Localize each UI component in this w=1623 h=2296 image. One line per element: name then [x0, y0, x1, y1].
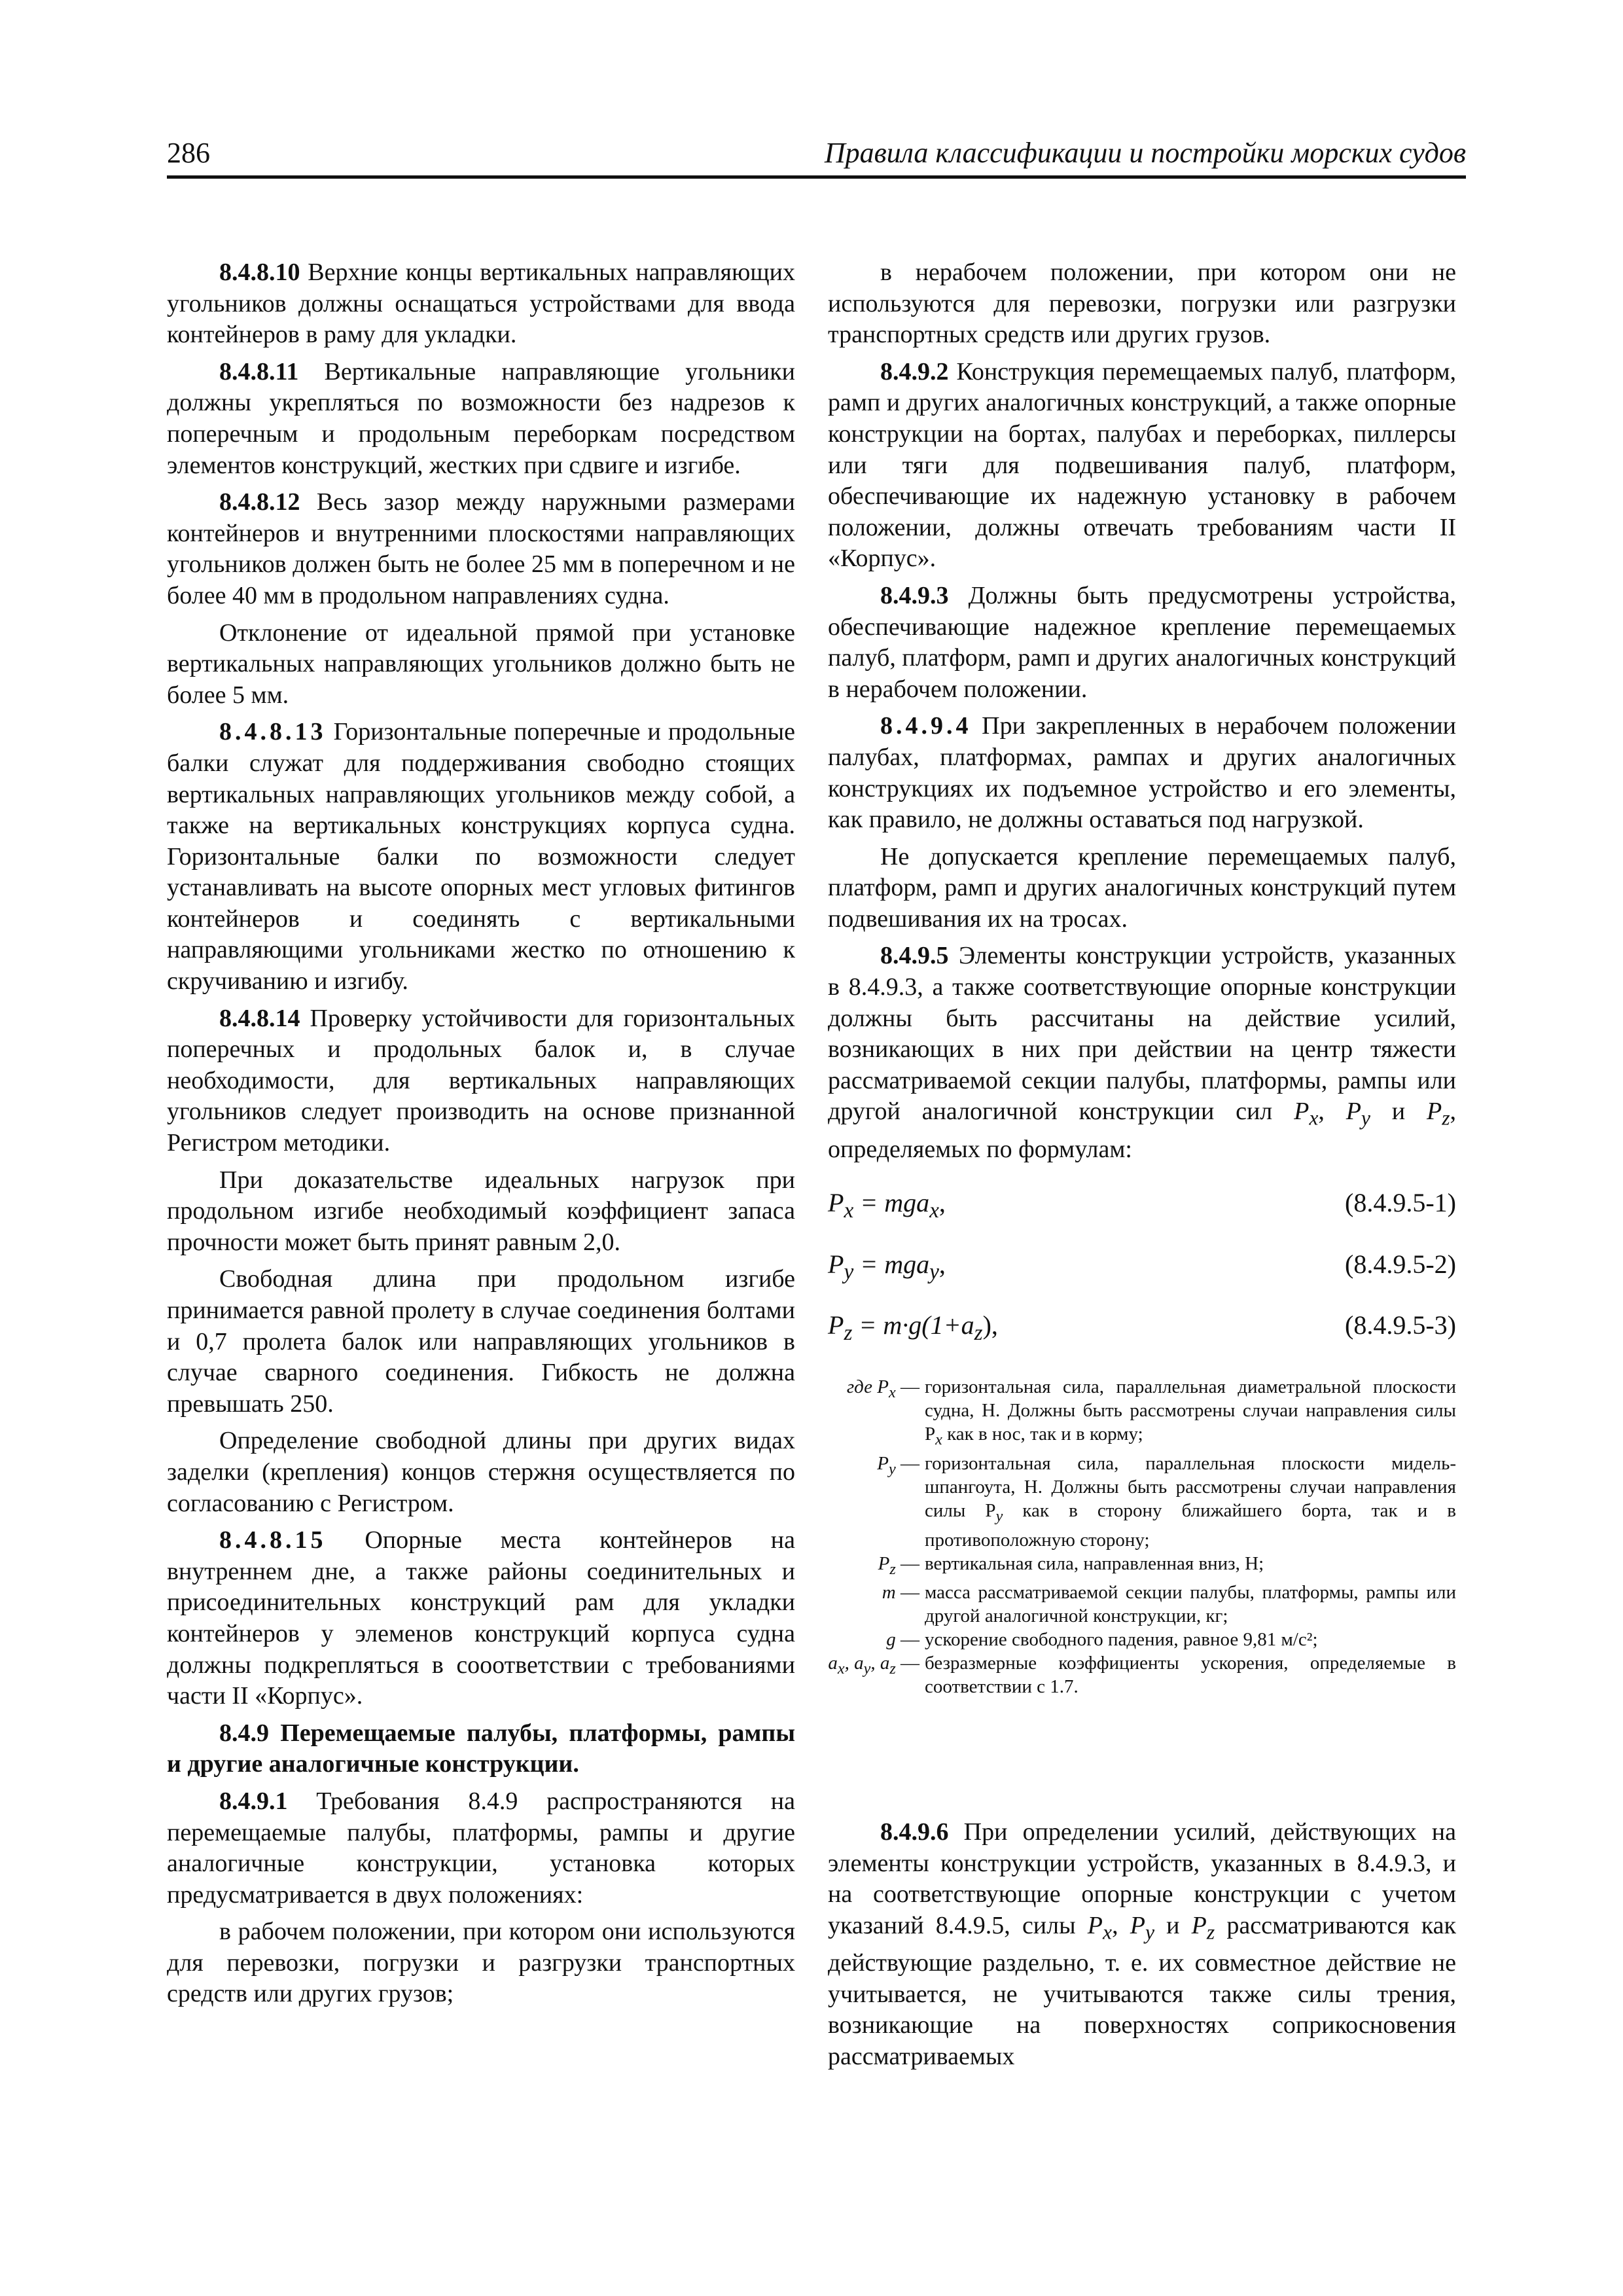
clause-number: 8.4.9.6	[880, 1818, 949, 1846]
clause-number: 8.4.8.12	[219, 488, 300, 516]
paragraph-text: Проверку устойчивости для горизонтальных поперечных и продольных балок и, в случае необходимости, для вертикальных направляющих угольников следует производить на основе признанной Регистром методики.	[167, 1004, 795, 1157]
paragraph-safety-factor: При доказательстве идеальных нагрузок при продольном изгибе необходимый коэффициент запаса прочности может быть принят равным 2,0.	[167, 1166, 795, 1256]
subscript-y: y	[1361, 1107, 1370, 1130]
paragraph-free-length-other: Определение свободной длины при других видах заделки (крепления) концов стержня осуществляется по согласованию с Регистром.	[167, 1427, 795, 1517]
definition-text: горизонтальная сила, параллельная плоскости мидель-шпангоута, Н. Должны быть рассмотрены случаи направления силы P	[925, 1452, 1456, 1521]
formula-8-4-9-5-1	[828, 1187, 1456, 1227]
formula-end: ,	[938, 1188, 946, 1218]
symbol-definitions	[828, 1375, 1456, 1698]
formula-end: ),	[982, 1310, 998, 1340]
paragraph-deviation: Отклонение от идеальной прямой при установке вертикальных направляющих угольников должно быть не более 5 мм.	[167, 619, 795, 709]
right-column	[828, 257, 1456, 1698]
definition-dash: —	[895, 1376, 919, 1397]
formula-lhs: P	[828, 1188, 844, 1218]
paragraph-8-4-8-11	[167, 357, 795, 481]
definition-symbol: где P	[846, 1376, 889, 1397]
subscript-x: x	[1103, 1920, 1113, 1944]
definition-symbol-sub: y	[889, 1460, 896, 1478]
section-heading-8-4-9: 8.4.9 Перемещаемые палубы, платформы, рампы и другие аналогичные конструкции.	[167, 1719, 795, 1778]
definition-dash: —	[895, 1552, 919, 1574]
clause-number: 8.4.9.3	[880, 581, 949, 609]
clause-number: 8.4.8.13	[219, 718, 327, 746]
clause-number: 8.4.9.2	[880, 357, 949, 386]
right-column-bottom	[828, 1817, 1456, 2072]
definition-m	[828, 1581, 1456, 1628]
page-number: 286	[167, 137, 210, 169]
definition-text-end: ²;	[1306, 1629, 1318, 1651]
definition-symbol-mid: , a	[844, 1653, 864, 1674]
definition-symbol: a	[828, 1653, 838, 1674]
clause-number: 8.4.9.4	[880, 712, 972, 740]
paragraph-8-4-8-10	[167, 257, 795, 351]
definition-pz	[828, 1552, 1456, 1581]
symbol-py: P	[1346, 1098, 1361, 1126]
paragraph-8-4-8-15	[167, 1525, 795, 1712]
definition-dash: —	[895, 1653, 919, 1674]
definition-symbol: g	[886, 1629, 896, 1651]
symbol-py: P	[1130, 1911, 1145, 1939]
formula-lhs-sub: y	[844, 1259, 854, 1284]
paragraph-working-position: в рабочем положении, при котором они используются для перевозки, погрузки и разгрузки транспортных средств или других грузов;	[167, 1918, 795, 2008]
clause-number: 8.4.9.5	[880, 942, 949, 970]
formula-lhs-sub: z	[844, 1321, 853, 1346]
conjunction: и	[1370, 1098, 1427, 1126]
formula-8-4-9-5-3	[828, 1310, 1456, 1349]
definition-symbol: P	[877, 1452, 889, 1474]
definition-text: ускорение свободного падения, равное 9,81 м/с	[925, 1629, 1307, 1651]
clause-number: 8.4.8.10	[219, 259, 300, 286]
paragraph-text: Вертикальные направляющие угольники должны укрепляться по возможности без надрезов к поперечным и продольным переборкам посредством элементов конструкций, жестких при сдвиге и изгибе.	[167, 357, 795, 479]
paragraph-text: Горизонтальные поперечные и продольные балки служат для поддерживания свободно стоящих вертикальных направляющих угольников между собой, а также на вертикальных конструкциях корпуса судна. Горизонтальные балки по возможности следует устанавливать на высоте опорных мест угловых фитингов контейнеров и соединять с вертикальными направляющими угольниками жестко по отношению к скручиванию и изгибу.	[167, 718, 795, 996]
symbol-pz: P	[1191, 1911, 1207, 1939]
paragraph-8-4-9-2	[828, 357, 1456, 575]
definition-dash: —	[895, 1582, 919, 1604]
paragraph-text: Опорные места контейнеров на внутреннем дне, а также районы соединительных и присоединительных конструкций рам для укладки контейнеров у элеменов конструкций корпуса судна должны подкрепляться в сооответствии с требованиями части II «Корпус».	[167, 1526, 795, 1710]
paragraph-8-4-9-1	[167, 1786, 795, 1910]
definition-g	[828, 1628, 1456, 1651]
paragraph-text: Требования 8.4.9 распространяются на перемещаемые палубы, платформы, рампы и другие аналогичные конструкции, установка которых предусматривается в двух положениях:	[167, 1787, 795, 1909]
definition-symbol-sub: x	[889, 1383, 896, 1401]
subscript-z: z	[1206, 1920, 1215, 1944]
definition-symbol-sub: y	[863, 1660, 871, 1678]
definition-text: вертикальная сила, направленная вниз, Н;	[925, 1552, 1264, 1574]
definition-text-end: как в нос, так и в корму;	[942, 1424, 1143, 1444]
clause-number: 8.4.9.1	[219, 1787, 288, 1815]
formula-lhs: P	[828, 1310, 844, 1340]
paragraph-ropes: Не допускается крепление перемещаемых палуб, платформ, рамп и других аналогичных конструкций путем подвешивания их на тросах.	[828, 842, 1456, 933]
definition-dash: —	[895, 1452, 919, 1474]
paragraph-text: , определяемых по формулам:	[828, 1098, 1457, 1163]
definition-symbol: P	[878, 1552, 890, 1574]
definition-text-sub: y	[995, 1507, 1003, 1525]
running-header-title: Правила классификации и постройки морских судов	[824, 137, 1466, 169]
paragraph-text: Верхние концы вертикальных направляющих угольников должны оснащаться устройствами для ввода контейнеров в раму для укладки.	[167, 259, 795, 349]
subscript-x: x	[1309, 1107, 1319, 1130]
formula-rhs: = m·g(1+a	[852, 1310, 974, 1340]
formula-reference: (8.4.9.5-2)	[1345, 1249, 1456, 1279]
paragraph-8-4-8-12	[167, 487, 795, 611]
paragraph-8-4-9-5: 8.4.9.5 Элементы конструкции устройств, указанных в 8.4.9.3, а также соответствующие опорные конструкции должны быть рассчитаны на действие усилий, возникающих в них при действии на центр тяжести рассматриваемой секции палубы, платформы, рампы или другой аналогичной конструкции сил $P_x$, $P_y$ и $P_z$, определяемых по формулам:	[828, 942, 1457, 1163]
paragraph-8-4-9-3	[828, 581, 1456, 705]
formula-reference: (8.4.9.5-1)	[1345, 1188, 1456, 1218]
symbol-px: P	[1294, 1098, 1310, 1126]
definition-text: горизонтальная сила, параллельная диаметральной плоскости судна, Н. Должны быть рассмотрены случаи направления силы P	[925, 1376, 1456, 1444]
definition-text: безразмерные коэффициенты ускорения, определяемые в соответствии с 1.7.	[925, 1653, 1456, 1698]
subscript-z: z	[1442, 1107, 1450, 1130]
definition-dash: —	[895, 1629, 919, 1651]
definition-symbol: m	[882, 1582, 896, 1604]
separator: ,	[1112, 1911, 1130, 1939]
paragraph-text: Весь зазор между наружными размерами контейнеров и внутренними плоскостями направляющих угольников должен быть не более 25 мм в поперечном и не более 40 мм в продольном направлениях судна.	[167, 488, 795, 609]
paragraph-free-length: Свободная длина при продольном изгибе принимается равной пролету в случае соединения болтами и 0,7 пролета балок или направляющих угольников в случае сварного соединения. Гибкость не должна превышать 250.	[167, 1265, 795, 1418]
formula-rhs: = mga	[853, 1249, 930, 1279]
clause-number: 8.4.8.11	[219, 357, 299, 386]
formula-rhs: = mga	[853, 1188, 930, 1218]
symbol-pz: P	[1426, 1098, 1442, 1126]
definition-px	[828, 1375, 1456, 1452]
paragraph-nonworking-position: в нерабочем положении, при котором они не используются для перевозки, погрузки или разгрузки транспортных средств или других грузов.	[828, 259, 1456, 349]
header-rule	[167, 175, 1466, 179]
definition-text-end: как в сторону ближайшего борта, так и в противоположную сторону;	[925, 1499, 1456, 1551]
definition-symbol-sub: x	[837, 1660, 845, 1678]
conjunction: и	[1154, 1911, 1192, 1939]
definition-text-sub: x	[935, 1430, 942, 1448]
formula-lhs-sub: x	[844, 1198, 854, 1223]
paragraph-text: При закрепленных в нерабочем положении палубах, платформах, рампах и других аналогичных конструкциях их подъемное устройство и его элементы, как правило, не должны оставаться под нагрузкой.	[828, 712, 1456, 834]
formula-rhs-sub: y	[929, 1259, 939, 1284]
definition-symbol-mid: , a	[870, 1653, 890, 1674]
formula-reference: (8.4.9.5-3)	[1345, 1310, 1456, 1340]
clause-number: 8.4.8.15	[219, 1526, 327, 1554]
paragraph-8-4-8-14	[167, 1003, 795, 1159]
paragraph-8-4-9-4	[828, 711, 1456, 835]
paragraph-text: Должны быть предусмотрены устройства, обеспечивающие надежное крепление перемещаемых палуб, платформ, рамп и других аналогичных конструкций в нерабочем положении.	[828, 581, 1456, 703]
formula-end: ,	[938, 1249, 946, 1279]
subscript-y: y	[1145, 1920, 1155, 1944]
formula-rhs-sub: x	[929, 1198, 939, 1223]
clause-number: 8.4.8.14	[219, 1004, 300, 1032]
definition-symbol-sub: z	[889, 1660, 896, 1678]
paragraph-text: рассматриваются как действующие раздельно, т. е. их совместное действие не учитывается, не учитываются также силы трения, возникающие на поверхностях соприкосновения рассматриваемых	[828, 1911, 1457, 2070]
paragraph-8-4-8-13	[167, 717, 795, 997]
definition-symbol-sub: z	[889, 1560, 896, 1578]
paragraph-text: Конструкция перемещаемых палуб, платформ, рамп и других аналогичных конструкций, а также опорные конструкции на бортах, палубах и переборках, пиллерсы или тяги для подвешивания палуб, платформ, обеспечивающие их надежную установку в рабочем положении, должны отвечать требованиям части II «Корпус».	[828, 357, 1456, 573]
paragraph-8-4-9-6	[828, 1817, 1456, 2072]
formula-8-4-9-5-2	[828, 1249, 1456, 1288]
formula-rhs-sub: z	[974, 1321, 983, 1346]
definition-py	[828, 1452, 1456, 1552]
definition-text: масса рассматриваемой секции палубы, платформы, рампы или другой аналогичной конструкции, кг;	[925, 1582, 1456, 1627]
definition-a	[828, 1651, 1456, 1698]
paragraph-text: Элементы конструкции устройств, указанных в 8.4.9.3, а также соответствующие опорные конструкции должны быть рассчитаны на действие усилий, возникающих в них при действии на центр тяжести рассматриваемой секции палубы, платформы, рампы или другой аналогичной конструкции сил	[828, 942, 1456, 1126]
left-column	[167, 257, 795, 2016]
formula-lhs: P	[828, 1249, 844, 1279]
symbol-px: P	[1087, 1911, 1103, 1939]
paragraph-text: При определении усилий, действующих на элементы конструкции устройств, указанных в 8.4.9.3, и на соответствующие опорные конструкции с учетом указаний 8.4.9.5, силы	[828, 1818, 1456, 1939]
